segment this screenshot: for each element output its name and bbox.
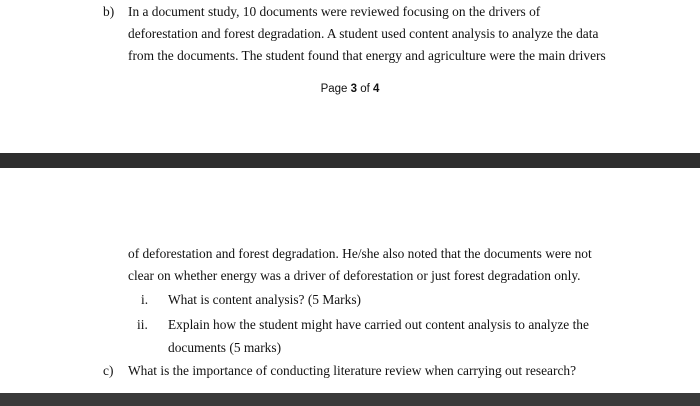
document-page-3	[0, 0, 700, 153]
page-footer-current: 3	[350, 83, 358, 95]
sub-item-ii-line-1: Explain how the student might have carried out content analysis to analyze the	[168, 317, 589, 332]
question-c-label: c)	[103, 363, 114, 378]
document-page-4	[0, 168, 700, 393]
question-b-line-1: In a document study, 10 documents were reviewed focusing on the drivers of	[128, 4, 541, 19]
page-footer-total: 4	[373, 83, 380, 95]
sub-item-ii-line-2: documents (5 marks)	[168, 340, 282, 355]
sub-item-ii-numeral: ii.	[137, 317, 148, 332]
question-b-line-3: from the documents. The student found that energy and agriculture were the main drivers	[128, 48, 606, 63]
page-break-divider	[0, 153, 700, 168]
page-footer	[0, 82, 700, 96]
sub-item-i-numeral: i.	[141, 292, 149, 307]
viewer-bottom-bar	[0, 393, 700, 406]
page-footer-prefix: Page	[320, 83, 348, 95]
question-b-label: b)	[103, 4, 115, 19]
question-b-line-2: deforestation and forest degradation. A student used content analysis to analyze the data	[128, 26, 599, 41]
continuation-line-2: clear on whether energy was a driver of deforestation or just forest degradation only.	[128, 268, 581, 283]
question-c-text: What is the importance of conducting literature review when carrying out research?	[128, 363, 577, 378]
continuation-line-1: of deforestation and forest degradation. He/she also noted that the documents were not	[128, 246, 592, 261]
sub-item-i-text: What is content analysis? (5 Marks)	[168, 292, 361, 307]
page-footer-separator: of	[360, 83, 370, 95]
